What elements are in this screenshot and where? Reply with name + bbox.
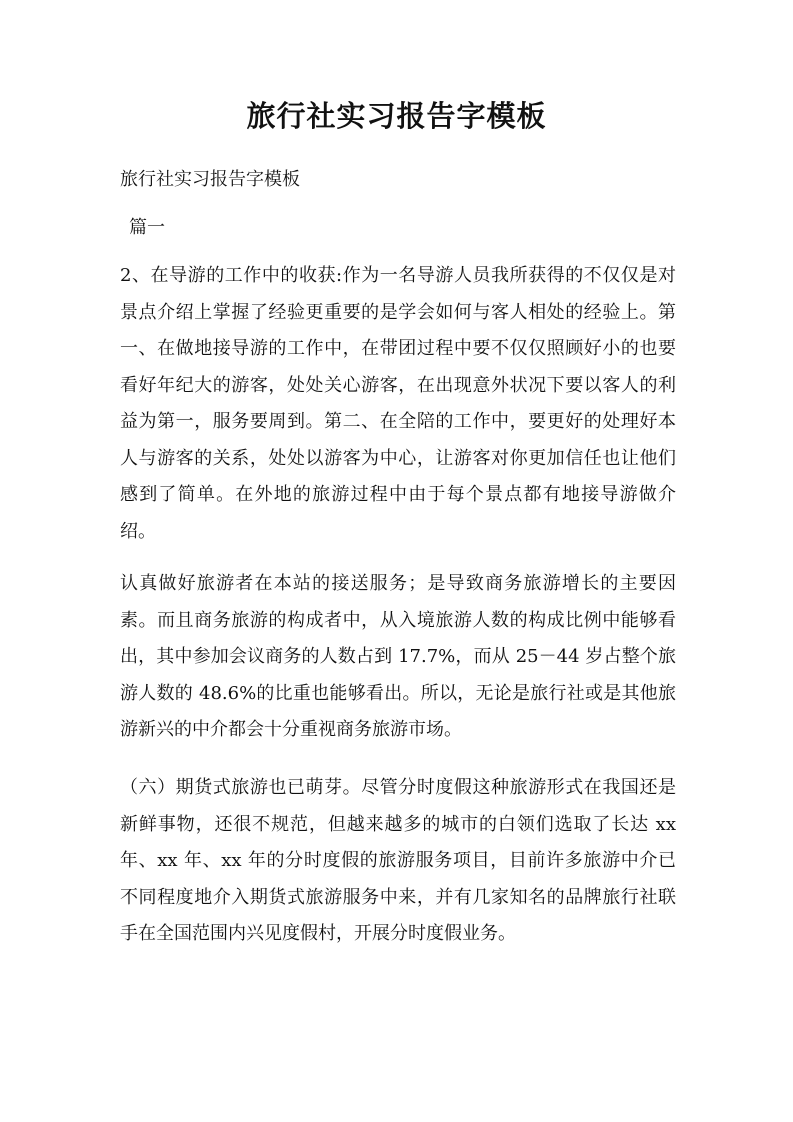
- section-label: 篇一: [129, 217, 165, 238]
- paragraph-2: 认真做好旅游者在本站的接送服务；是导致商务旅游增长的主要因素。而且商务旅游的构成者中，从入境旅游人数的构成比例中能够看出，其中参加会议商务的人数占到 17.7%，而从 25－44 岁占整个旅游人数的 48.6%的比重也能够看出。所以，无论是旅行社或是其他旅游新兴的中介都会十分重视商务旅游市场。: [120, 573, 676, 740]
- paragraph-3: （六）期货式旅游也已萌芽。尽管分时度假这种旅游形式在我国还是新鲜事物，还很不规范，但越来越多的城市的白领们选取了长达 xx 年、xx 年、xx 年的分时度假的旅游服务项目，目前许多旅游中介已不同程度地介入期货式旅游服务中来，并有几家知名的品牌旅行社联手在全国范围内兴见度假村，开展分时度假业务。: [120, 777, 676, 944]
- paragraph-1: 2、在导游的工作中的收获:作为一名导游人员我所获得的不仅仅是对景点介绍上掌握了经验更重要的是学会如何与客人相处的经验上。第一、在做地接导游的工作中，在带团过程中要不仅仅照顾好小的也要看好年纪大的游客，处处关心游客，在出现意外状况下要以客人的利益为第一，服务要周到。第二、在全陪的工作中，要更好的处理好本人与游客的关系，处处以游客为中心，让游客对你更加信任也让他们感到了简单。在外地的旅游过程中由于每个景点都有地接导游做介绍。: [120, 265, 676, 542]
- page-title: 旅行社实习报告字模板: [246, 99, 547, 133]
- document-subtitle: 旅行社实习报告字模板: [120, 169, 300, 190]
